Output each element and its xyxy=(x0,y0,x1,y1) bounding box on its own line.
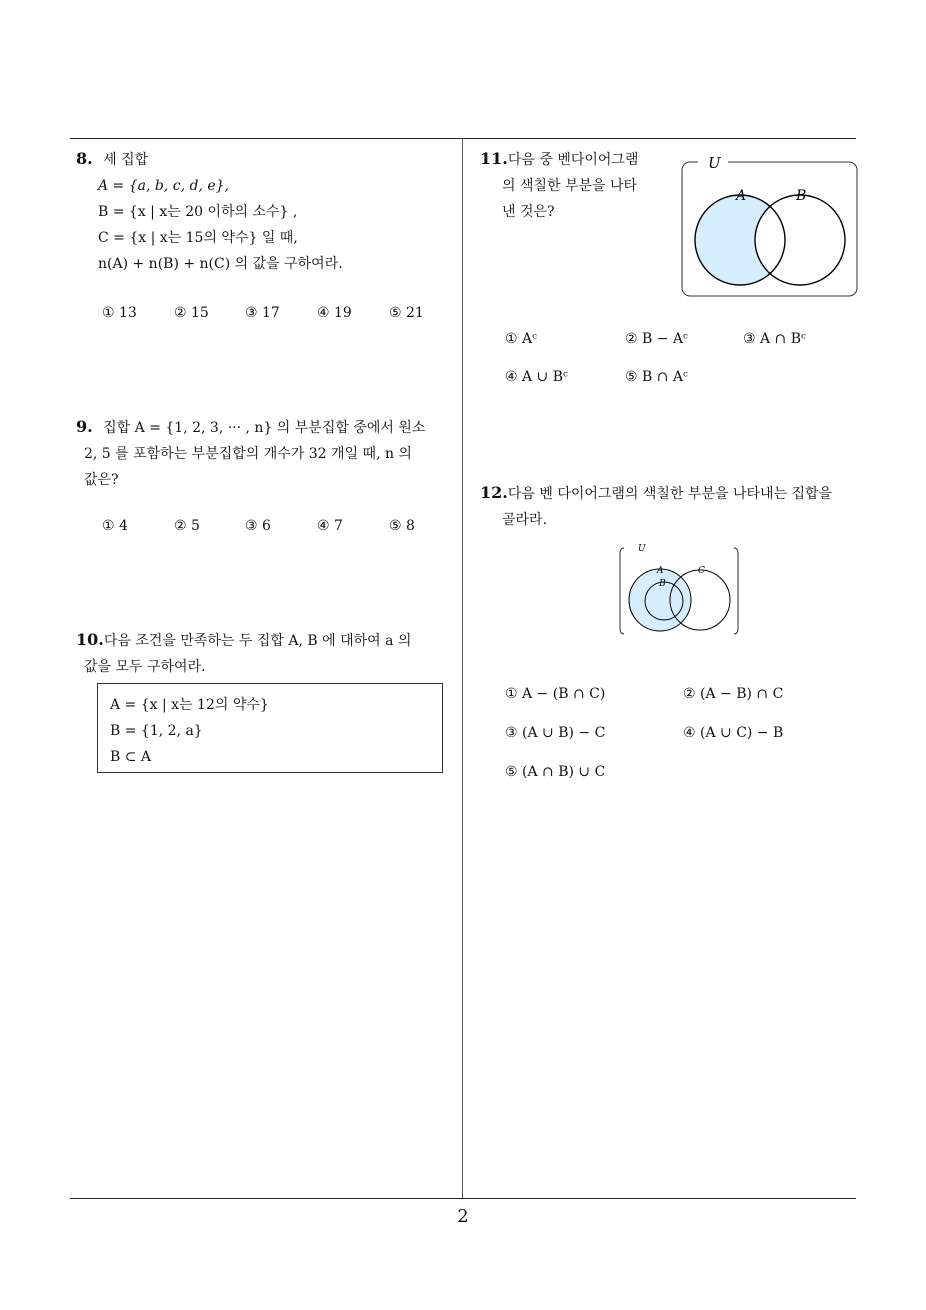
choice[interactable]: ② B − Aᶜ xyxy=(625,331,688,347)
question-text: C = {x | x는 15의 약수} 일 때, xyxy=(98,230,298,246)
choice[interactable]: ② 15 xyxy=(174,305,209,321)
set-b-label: B xyxy=(659,579,666,589)
bottom-rule xyxy=(70,1198,856,1199)
choice[interactable]: ③ (A ∪ B) − C xyxy=(505,725,606,741)
condition-line: B = {1, 2, a} xyxy=(110,723,203,739)
question-number: 10. xyxy=(76,630,104,649)
condition-line: B ⊂ A xyxy=(110,749,152,765)
universe-label: U xyxy=(708,154,721,172)
condition-box xyxy=(97,683,443,773)
choice[interactable]: ⑤ B ∩ Aᶜ xyxy=(625,369,688,385)
set-a-label: A xyxy=(657,566,664,576)
choice[interactable]: ⑤ 21 xyxy=(389,305,424,321)
question-text: 다음 조건을 만족하는 두 집합 A, B 에 대하여 a 의 xyxy=(103,633,412,649)
choice[interactable]: ① A − (B ∩ C) xyxy=(505,686,606,702)
question-text: 낸 것은? xyxy=(502,204,555,220)
question-text: 다음 중 벤다이어그램 xyxy=(507,152,639,168)
choice[interactable]: ⑤ 8 xyxy=(389,518,415,534)
choice[interactable]: ① 13 xyxy=(102,305,137,321)
set-b-label: B xyxy=(796,188,807,204)
question-text: B = {x | x는 20 이하의 소수} , xyxy=(98,204,298,220)
universe-left-bracket xyxy=(620,548,624,634)
question-number: 8. xyxy=(76,149,93,168)
choice[interactable]: ② (A − B) ∩ C xyxy=(683,686,784,702)
question-text: 값을 모두 구하여라. xyxy=(84,659,206,675)
set-c-label: C xyxy=(698,566,705,576)
question-number: 9. xyxy=(76,417,93,436)
choice[interactable]: ② 5 xyxy=(174,518,200,534)
universe-label: U xyxy=(638,544,646,554)
universe-right-bracket xyxy=(734,548,738,634)
venn-diagram-11 xyxy=(676,150,862,302)
page-number: 2 xyxy=(457,1206,469,1227)
choice[interactable]: ① Aᶜ xyxy=(505,331,537,347)
question-8 xyxy=(76,146,343,277)
question-text: 골라라. xyxy=(502,512,548,528)
choice[interactable]: ⑤ (A ∩ B) ∪ C xyxy=(505,764,606,780)
question-number: 12. xyxy=(480,483,508,502)
choice[interactable]: ④ 19 xyxy=(317,305,352,321)
set-a-label: A xyxy=(736,188,747,204)
choice[interactable]: ① 4 xyxy=(102,518,128,534)
choice[interactable]: ③ 6 xyxy=(245,518,271,534)
top-rule xyxy=(70,138,856,139)
choice[interactable]: ④ 7 xyxy=(317,518,343,534)
question-text: 세 집합 xyxy=(103,152,149,168)
question-text: 다음 벤 다이어그램의 색칠한 부분을 나타내는 집합을 xyxy=(507,486,833,502)
question-text: A = {a, b, c, d, e}, xyxy=(98,178,230,194)
question-11 xyxy=(480,146,638,225)
choice[interactable]: ③ 17 xyxy=(245,305,280,321)
question-text: 값은? xyxy=(84,472,119,488)
condition-line: A = {x | x는 12의 약수} xyxy=(110,697,269,713)
venn-diagram-12 xyxy=(616,540,742,640)
choice[interactable]: ④ (A ∪ C) − B xyxy=(683,725,784,741)
question-number: 11. xyxy=(480,149,508,168)
question-10 xyxy=(76,627,411,680)
choice[interactable]: ③ A ∩ Bᶜ xyxy=(743,331,806,347)
question-text: 의 색칠한 부분을 나타 xyxy=(502,178,638,194)
column-divider xyxy=(462,139,463,1198)
question-12 xyxy=(480,480,832,533)
question-text: 집합 A = {1, 2, 3, ··· , n} 의 부분집합 중에서 원소 xyxy=(103,420,426,436)
choice[interactable]: ④ A ∪ Bᶜ xyxy=(505,369,568,385)
question-text: n(A) + n(B) + n(C) 의 값을 구하여라. xyxy=(98,256,343,272)
question-9 xyxy=(76,414,425,493)
question-text: 2, 5 를 포함하는 부분집합의 개수가 32 개일 때, n 의 xyxy=(84,446,412,462)
